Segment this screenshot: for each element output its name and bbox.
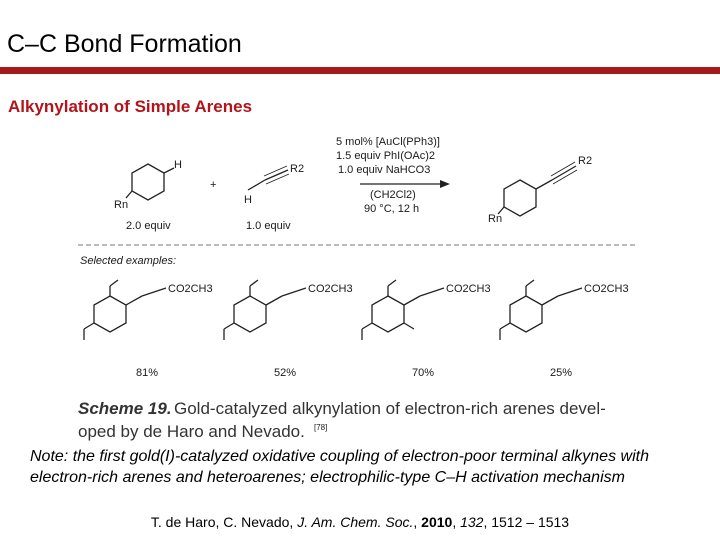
reaction-scheme bbox=[70, 128, 650, 444]
citation-pages: , 1512 – 1513 bbox=[483, 514, 570, 530]
condition-temperature: 90 °C, 12 h bbox=[364, 203, 420, 215]
citation-year: 2010 bbox=[421, 514, 453, 530]
plus-sign: + bbox=[210, 179, 217, 191]
citation-authors: T. de Haro, C. Nevado, bbox=[150, 514, 298, 530]
condition-solvent: (CH2Cl2) bbox=[370, 189, 416, 201]
scheme-caption-number: Scheme 19. bbox=[78, 399, 172, 418]
scheme-caption-line1: Gold-catalyzed alkynylation of electron-rich arenes devel- bbox=[174, 399, 606, 418]
scheme-caption-line2: oped by de Haro and Nevado. bbox=[78, 422, 305, 441]
scheme-caption-ref: [78] bbox=[314, 423, 328, 432]
product-ring bbox=[504, 180, 536, 216]
alkyne-r2-label: R2 bbox=[290, 163, 305, 175]
condition-oxidant: 1.5 equiv PhI(OAc)2 bbox=[336, 150, 436, 162]
citation-sep2: , bbox=[452, 514, 461, 530]
citation-sep: , bbox=[413, 514, 422, 530]
product-rn-label: Rn bbox=[488, 213, 503, 225]
ester-label-3: CO2CH3 bbox=[446, 283, 491, 295]
selected-examples-label: Selected examples: bbox=[80, 255, 176, 267]
citation-journal: J. Am. Chem. Soc. bbox=[297, 514, 414, 530]
condition-base: 1.0 equiv NaHCO3 bbox=[338, 164, 431, 176]
reaction-scheme-drawing bbox=[70, 128, 650, 444]
title-divider bbox=[0, 67, 720, 74]
condition-catalyst: 5 mol% [AuCl(PPh3)] bbox=[336, 136, 440, 148]
slide-subtitle: Alkynylation of Simple Arenes bbox=[8, 97, 253, 116]
ester-label-4: CO2CH3 bbox=[584, 283, 629, 295]
ester-label-2: CO2CH3 bbox=[308, 283, 353, 295]
slide-title: C–C Bond Formation bbox=[7, 30, 242, 58]
product-r2-label: R2 bbox=[578, 155, 593, 167]
yield-3: 70% bbox=[412, 367, 435, 379]
yield-2: 52% bbox=[274, 367, 297, 379]
arene-ring bbox=[132, 164, 164, 200]
citation-volume: 132 bbox=[460, 514, 484, 530]
alkyne-h-label: H bbox=[244, 194, 252, 206]
yield-1: 81% bbox=[136, 367, 159, 379]
yield-4: 25% bbox=[550, 367, 573, 379]
arene-rn-label: Rn bbox=[114, 199, 129, 211]
alkyne-equiv: 1.0 equiv bbox=[246, 220, 291, 232]
ester-label-1: CO2CH3 bbox=[168, 283, 213, 295]
arene-equiv: 2.0 equiv bbox=[126, 220, 171, 232]
arene-h-label: H bbox=[174, 159, 182, 171]
citation bbox=[0, 514, 720, 530]
slide-note: Note: the first gold(I)-catalyzed oxidative coupling of electron-poor terminal alkynes with electron-rich arenes and heteroarenes; electrophilic-type C–H activation mechanism bbox=[30, 448, 649, 486]
